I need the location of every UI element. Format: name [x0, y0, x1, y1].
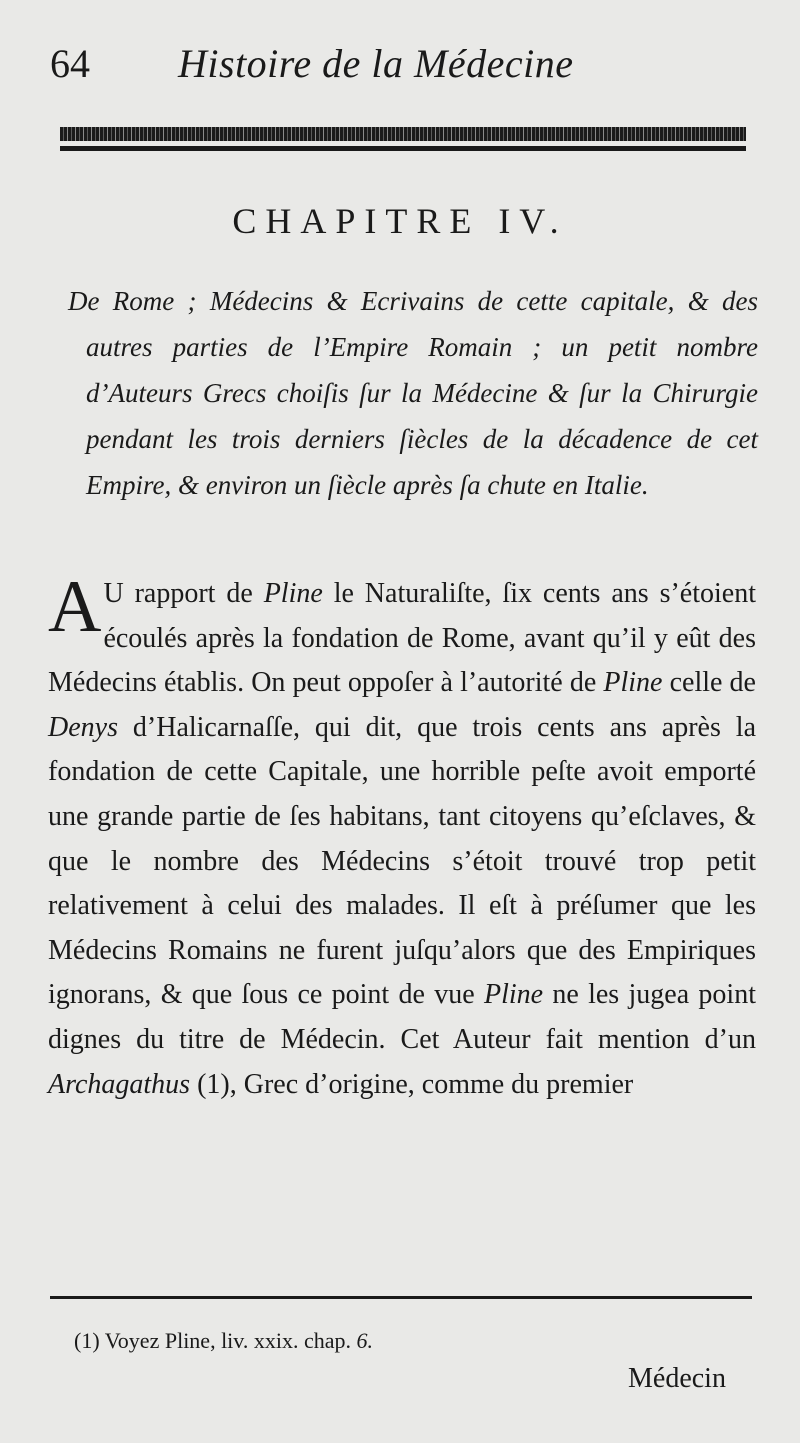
author-name-pline: Pline	[483, 979, 544, 1011]
header-ornament	[60, 127, 746, 157]
footnote-rule	[50, 1296, 752, 1299]
footnote-text: Voyez Pline, liv. xxix. chap.	[99, 1328, 357, 1353]
ornament-rule	[60, 146, 746, 151]
body-segment: (1), Grec d’origine, comme du premier	[190, 1068, 634, 1100]
body-segment: U rapport de	[103, 578, 264, 609]
body-segment: ne les jugea point dignes du titre de Médecin. Cet Auteur fait mention d’un	[48, 979, 756, 1055]
body-segment: le Naturaliſte, ſix cents ans s’étoient écoulés après la fondation de Rome, avant qu’il y eût des Médecins établis. On peut oppoſer à l’autorité de	[48, 578, 756, 699]
catchword: Médecin	[628, 1363, 726, 1394]
page-number: 64	[50, 41, 90, 86]
author-name-denys: Denys	[48, 711, 118, 743]
running-head	[50, 40, 750, 100]
author-name-archagathus: Archagathus	[48, 1068, 191, 1100]
chapter-heading: CHAPITRE IV.	[232, 201, 568, 241]
drop-cap: A	[48, 566, 102, 648]
body-text	[48, 566, 756, 1107]
footnote-marker: (1)	[74, 1328, 100, 1353]
chapter-summary: De Rome ; Médecins & Ecrivains de cette capitale, & des autres parties de l’Empire Romain ; un petit nombre d’Auteurs Grecs choiſis ſur la Médecine & ſur la Chirurgie pendant les trois derniers ſiècles de la décadence de cet Empire, & environ un ſiècle après ſa chute en Italie.	[68, 286, 758, 500]
author-name-pline: Pline	[603, 667, 663, 699]
body-segment: d’Halicarnaſſe, qui dit, que trois cents ans après la fondation de cette Capitale, une horrible peſte avoit emporté une grande partie de ſes habitans, tant citoyens qu’eſclaves, & que le nombre des Médecins s’étoit trouvé trop petit relativement à celui des malades. Il eſt à préſumer que les Médecins Romains ne furent juſqu’alors que des Empiriques ignorans, & que ſous ce point de vue	[48, 711, 756, 1011]
running-title: Histoire de la Médecine	[178, 41, 574, 86]
ornament-band	[60, 127, 746, 141]
body-segment: celle de	[662, 667, 756, 699]
footnote-chapter-number: 6.	[356, 1328, 374, 1353]
author-name-pline: Pline	[263, 578, 323, 609]
footnote	[74, 1328, 373, 1354]
